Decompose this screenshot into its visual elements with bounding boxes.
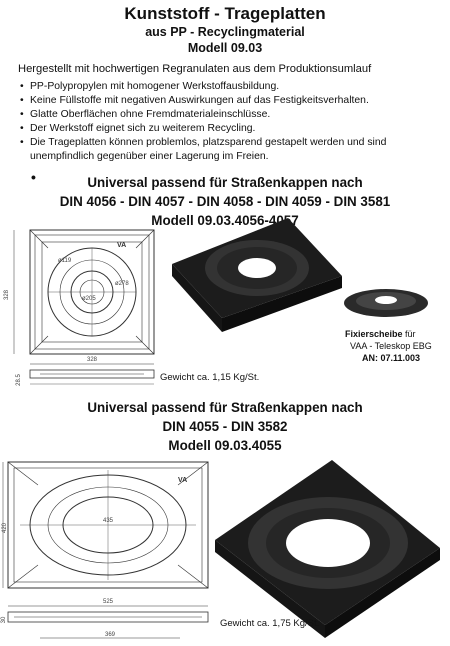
dim-width: 328 xyxy=(86,357,98,363)
logo-mark: VA xyxy=(117,242,127,249)
dim-thickness: 30 xyxy=(1,616,7,624)
dim-diameter-large: ø278 xyxy=(115,281,129,287)
page-title: Kunststoff - Trageplatten xyxy=(124,4,326,23)
intro-text: Hergestellt mit hochwertigen Regranulaten aus dem Produktionsumlauf xyxy=(18,63,372,75)
dim-height: 328 xyxy=(4,289,10,301)
model-title: Modell 09.03 xyxy=(187,41,263,55)
section2-weight: Gewicht ca. 1,75 Kg/St. xyxy=(220,618,320,629)
dim-width: 525 xyxy=(102,599,114,605)
section1-din-list: DIN 4056 - DIN 4057 - DIN 4058 - DIN 4059 - DIN 3581 xyxy=(59,194,391,209)
bullet-mark: • xyxy=(31,169,36,185)
section2-din-list: DIN 4055 - DIN 3582 xyxy=(162,419,288,434)
list-item: • PP-Polypropylen mit homogener Werkstoffausbildung. xyxy=(20,80,440,94)
dim-diameter-mid: ø205 xyxy=(82,296,96,302)
page-subtitle: aus PP - Recyclingmaterial xyxy=(145,25,305,39)
logo-mark: VA xyxy=(178,477,188,484)
dim-diameter-small: ø119 xyxy=(58,258,72,264)
section2-model: Modell 09.03.4055 xyxy=(168,438,282,453)
fixing-disk-article: AN: 07.11.003 xyxy=(362,353,421,363)
list-item: • Glatte Oberflächen ohne Fremdmaterialeinschlüsse. xyxy=(20,108,440,122)
list-item: • Die Trageplatten können problemlos, platzsparend gestapelt werden und sind unempfindlich gegenüber einer Lagerung im Freien. xyxy=(20,136,440,164)
fixing-disk-caption: Fixierscheibe für xyxy=(345,329,416,339)
section1-weight: Gewicht ca. 1,15 Kg/St. xyxy=(160,372,260,383)
dim-inner: 435 xyxy=(102,518,114,524)
section2-plate-image xyxy=(215,460,440,638)
dim-height: 420 xyxy=(2,522,8,534)
dim-bottom: 369 xyxy=(104,632,116,638)
section2-heading: Universal passend für Straßenkappen nach xyxy=(87,400,363,415)
section1-model: Modell 09.03.4056-4057 xyxy=(151,213,299,228)
dim-thickness: 28.5 xyxy=(16,374,22,386)
section1-heading: Universal passend für Straßenkappen nach xyxy=(87,175,363,190)
section2-technical-drawing xyxy=(3,462,208,638)
list-item: • Der Werkstoff eignet sich zu weiterem Recycling. xyxy=(20,122,440,136)
fixing-disk-type: VAA - Teleskop EBG xyxy=(350,341,432,351)
list-item: • Keine Füllstoffe mit negativen Auswirkungen auf das Festigkeitsverhalten. xyxy=(20,94,440,108)
